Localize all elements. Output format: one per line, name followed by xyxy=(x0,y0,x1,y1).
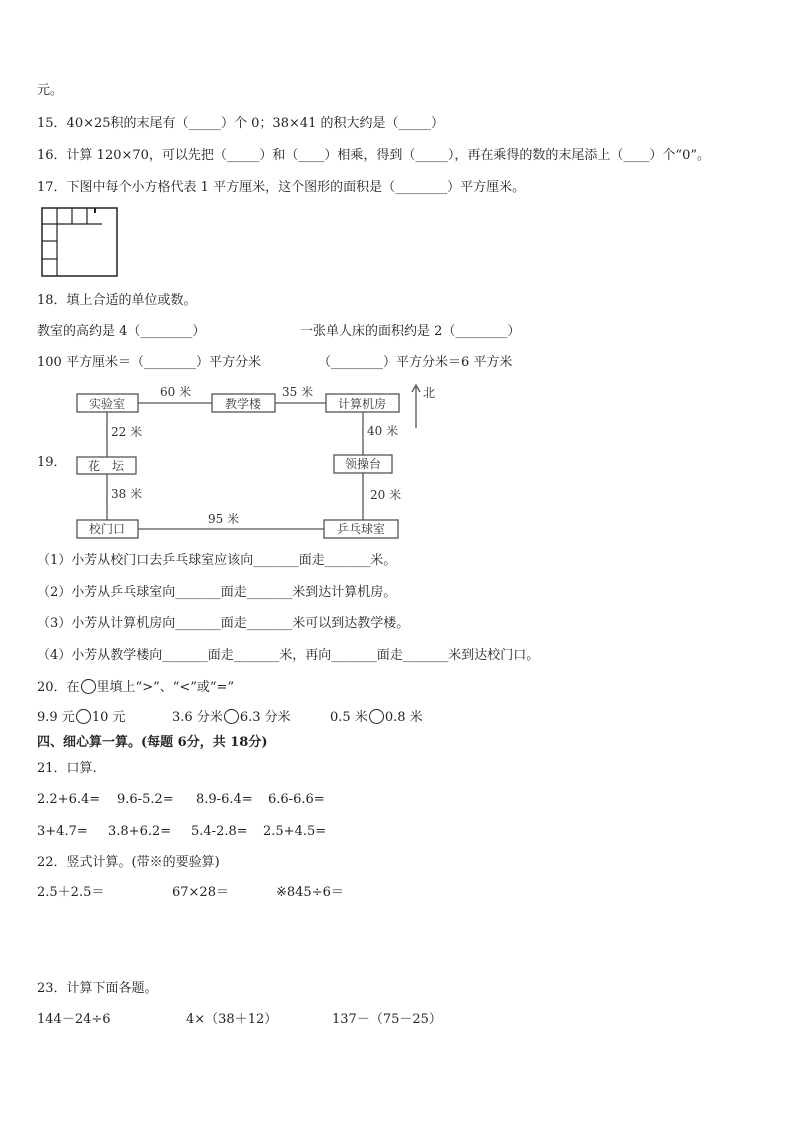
map-distance: 60 米 xyxy=(160,385,192,399)
q19-sub-2: （2）小芳从乒乓球室向_______面走_______米到达计算机房。 xyxy=(37,585,397,600)
q19-sub-4: （4）小芳从教学楼向_______面走_______米，再向_______面走_______米到达校门口。 xyxy=(37,648,540,663)
question-18: 18．填上合适的单位或数。 xyxy=(37,293,197,308)
q19-sub-3: （3）小芳从计算机房向_______面走_______米可以到达教学楼。 xyxy=(37,616,410,631)
calc-item: 2.5+4.5= xyxy=(263,824,327,839)
compare-2 xyxy=(172,709,291,726)
q18-item-b: 一张单人床的面积约是 2（________） xyxy=(300,324,521,339)
grid-figure xyxy=(41,207,119,277)
map-label-school-gate: 校门口 xyxy=(88,522,126,536)
map-distance: 35 米 xyxy=(282,385,314,399)
map-distance: 38 米 xyxy=(111,487,143,501)
map-label-flower-bed: 花 坛 xyxy=(87,459,125,473)
question-17: 17．下图中每个小方格代表 1 平方厘米，这个图形的面积是（________）平方厘米。 xyxy=(37,180,526,195)
circle-blank xyxy=(224,709,239,724)
question-21: 21．口算. xyxy=(37,761,97,776)
compare-left: 9.9 元 xyxy=(37,710,75,725)
q20-prefix: 20．在 xyxy=(37,680,80,695)
question-15: 15．40×25积的末尾有（_____）个 0；38×41 的积大约是（_____） xyxy=(37,116,445,131)
compare-right: 0.8 米 xyxy=(384,710,423,725)
compare-right: 10 元 xyxy=(91,710,126,725)
calc-item: 2.5＋2.5＝ xyxy=(37,885,105,900)
text-line: 元。 xyxy=(37,83,64,98)
map-label-teaching-building: 教学楼 xyxy=(224,397,262,411)
calc-item: ※845÷6＝ xyxy=(276,885,344,900)
question-20 xyxy=(37,679,234,696)
circle-blank xyxy=(76,709,91,724)
question-22: 22．竖式计算。(带※的要验算) xyxy=(37,855,220,870)
calc-item: 4×（38＋12） xyxy=(186,1012,278,1027)
campus-map xyxy=(60,378,450,544)
question-23: 23．计算下面各题。 xyxy=(37,981,158,996)
calc-item: 2.2+6.4= xyxy=(37,792,101,807)
compare-left: 3.6 分米 xyxy=(172,710,223,725)
calc-item: 67×28＝ xyxy=(172,885,229,900)
calc-item: 9.6-5.2= xyxy=(117,792,174,807)
map-distance: 95 米 xyxy=(208,512,240,526)
map-distance: 40 米 xyxy=(367,424,399,438)
compare-right: 6.3 分米 xyxy=(239,710,291,725)
q18-item-d: （________）平方分米＝6 平方米 xyxy=(318,355,513,370)
question-16: 16．计算 120×70，可以先把（_____）和（____）相乘，得到（_____），再在乘得的数的末尾添上（____）个“0”。 xyxy=(37,148,710,163)
calc-item: 3+4.7= xyxy=(37,824,88,839)
map-distance: 20 米 xyxy=(370,488,402,502)
map-label-computer-room: 计算机房 xyxy=(337,397,387,411)
map-label-stage: 领操台 xyxy=(344,457,382,471)
question-19: 19． xyxy=(37,455,67,470)
circle-blank xyxy=(81,679,96,694)
calc-item: 137－（75－25） xyxy=(332,1012,442,1027)
section-4-heading: 四、细心算一算。(每题 6分，共 18分) xyxy=(37,735,268,750)
map-label-lab: 实验室 xyxy=(88,397,126,411)
compare-3 xyxy=(330,709,423,726)
calc-item: 144－24÷6 xyxy=(37,1012,111,1027)
q19-sub-1: （1）小芳从校门口去乒乓球室应该向_______面走_______米。 xyxy=(37,553,397,568)
calc-item: 3.8+6.2= xyxy=(108,824,172,839)
calc-item: 5.4-2.8= xyxy=(191,824,248,839)
q18-item-c: 100 平方厘米＝（________）平方分米 xyxy=(37,355,261,370)
circle-blank xyxy=(369,709,384,724)
q18-item-a: 教室的高约是 4（________） xyxy=(37,324,206,339)
calc-item: 6.6-6.6= xyxy=(268,792,325,807)
compare-left: 0.5 米 xyxy=(330,710,368,725)
compare-1 xyxy=(37,709,126,726)
map-distance: 22 米 xyxy=(111,425,143,439)
calc-item: 8.9-6.4= xyxy=(196,792,253,807)
map-label-pingpong-room: 乒乓球室 xyxy=(336,522,386,536)
north-label: 北 xyxy=(423,386,436,400)
q20-suffix: 里填上“>”、“<”或“=” xyxy=(96,680,235,695)
